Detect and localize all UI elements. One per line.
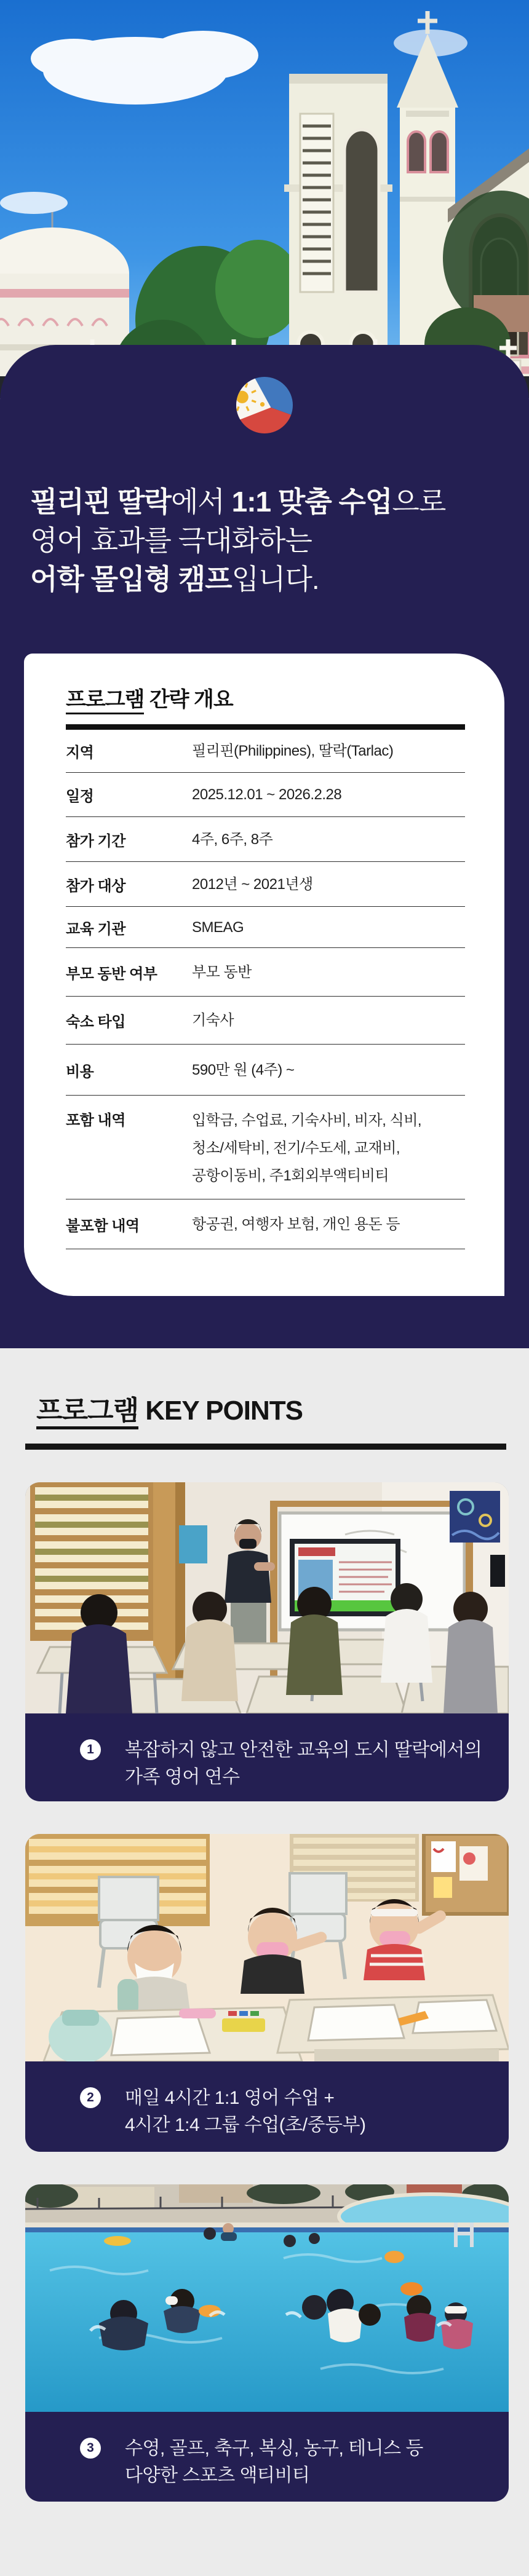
- key-point-caption-1: [25, 1713, 509, 1791]
- row-value: SMEAG: [192, 919, 244, 936]
- framed-picture: [450, 1491, 500, 1543]
- philippines-flag-icon: [236, 377, 293, 433]
- row-label: 포함 내역: [66, 1112, 125, 1129]
- key-point-card-1: [25, 1482, 509, 1801]
- row-value: 입학금, 수업료, 기숙사비, 비자, 식비, 청소/세탁비, 전기/수도세, 교재비, 공항이동비, 주1회외부액티비티: [192, 1112, 422, 1184]
- overview-title-rule: [66, 724, 465, 730]
- overview-row-accommodation: [66, 997, 465, 1045]
- row-label: 비용: [66, 1063, 94, 1080]
- key-points-rule: [25, 1444, 506, 1450]
- row-value: 필리핀(Philippines), 딸락(Tarlac): [192, 743, 394, 759]
- hero-title-line3: 어학 몰입형 캠프입니다.: [30, 563, 319, 595]
- program-overview-card: [24, 654, 504, 1296]
- overview-row-duration: [66, 817, 465, 862]
- float-buoy: [384, 2251, 404, 2263]
- row-label: 교육 기관: [66, 920, 125, 938]
- key-point-text-2: 매일 4시간 1:1 영어 수업 + 4시간 1:4 그룹 수업(초/중등부): [125, 2088, 366, 2135]
- row-value: 부모 동반: [192, 963, 252, 981]
- hero-title-line1: 필리핀 딸락에서 1:1 맞춤 수업으로: [30, 486, 446, 518]
- number-badge-2: 2: [80, 2087, 101, 2108]
- key-points-title: 프로그램 KEY POINTS: [36, 1396, 303, 1426]
- float-buoy: [104, 2236, 131, 2246]
- overview-title: 프로그램 간략 개요: [66, 687, 465, 712]
- row-value: 590만 원 (4주) ~: [192, 1061, 295, 1078]
- orientation-classroom-photo: [25, 1482, 509, 1713]
- row-label: 숙소 타입: [66, 1014, 125, 1030]
- key-point-card-3: [25, 2184, 509, 2502]
- key-point-caption-3: [25, 2412, 509, 2489]
- overview-row-schedule: [66, 773, 465, 817]
- key-point-card-2: [25, 1834, 509, 2152]
- row-value: 2012년 ~ 2021년생: [192, 875, 313, 893]
- row-value: 항공권, 여행자 보험, 개인 용돈 등: [192, 1215, 400, 1233]
- float-buoy: [400, 2282, 423, 2296]
- overview-row-eligibility: [66, 862, 465, 907]
- number-badge-3: 3: [80, 2438, 101, 2459]
- hero-title-line2: 영어 효과를 극대화하는: [30, 524, 312, 556]
- hero-title: [30, 483, 510, 599]
- overview-row-institution: [66, 907, 465, 948]
- swimming-pool-photo: [25, 2184, 509, 2412]
- overview-row-region: [66, 730, 465, 773]
- number-badge-1: 1: [80, 1739, 101, 1760]
- row-value: 2025.12.01 ~ 2026.2.28: [192, 786, 342, 803]
- wall-speaker: [490, 1555, 505, 1587]
- key-point-text-3: 수영, 골프, 축구, 복싱, 농구, 테니스 등 다양한 스포츠 액티비티: [125, 2438, 423, 2486]
- row-label: 지역: [66, 745, 94, 761]
- overview-row-not-included: [66, 1199, 465, 1249]
- row-label: 일정: [66, 788, 94, 805]
- overview-row-included: [66, 1096, 465, 1199]
- key-point-caption-2: [25, 2061, 509, 2139]
- hero-panel: [0, 345, 529, 1348]
- corkboard: [424, 1834, 509, 1914]
- overview-row-parent-accompany: [66, 948, 465, 997]
- overview-row-cost: [66, 1045, 465, 1096]
- row-label: 부모 동반 여부: [66, 965, 157, 982]
- row-label: 참가 대상: [66, 877, 125, 895]
- row-value: 4주, 6주, 8주: [192, 831, 273, 848]
- kids-classroom-photo: [25, 1834, 509, 2061]
- row-value: 기숙사: [192, 1012, 234, 1029]
- row-label: 불포함 내역: [66, 1217, 140, 1235]
- key-point-text-1: 복잡하지 않고 안전한 교육의 도시 딸락에서의 가족 영어 연수: [125, 1740, 482, 1787]
- row-label: 참가 기간: [66, 832, 125, 850]
